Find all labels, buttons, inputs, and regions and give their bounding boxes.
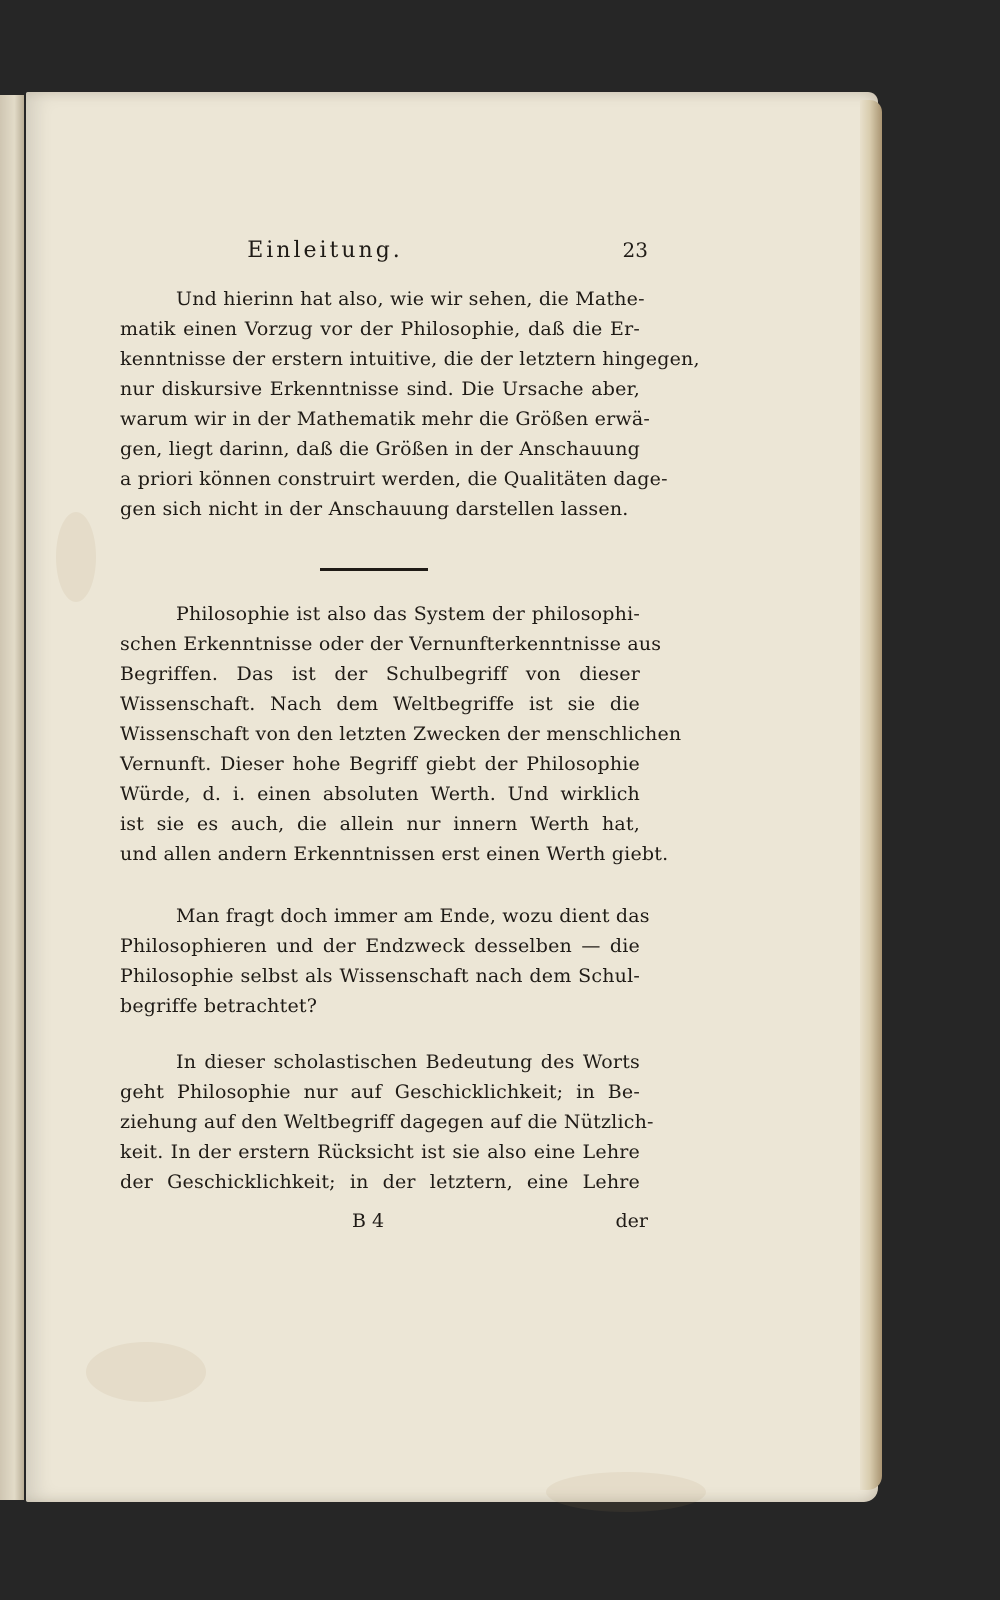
text-line: keit. In der erstern Rücksicht ist sie also eine Lehre	[120, 1141, 640, 1163]
text-line: gen sich nicht in der Anschauung darstellen lassen.	[120, 498, 629, 520]
text-line: und allen andern Erkenntnissen erst einen Werth giebt.	[120, 843, 669, 865]
signature-mark: B 4	[352, 1210, 385, 1232]
text-line: schen Erkenntnisse oder der Vernunfterkenntnisse aus	[120, 633, 662, 655]
text-line: ziehung auf den Weltbegriff dagegen auf die Nützlich-	[120, 1111, 654, 1133]
left-page-edge	[0, 95, 24, 1500]
catchword: der	[615, 1210, 648, 1232]
text-line: In dieser scholastischen Bedeutung des Worts	[176, 1051, 640, 1073]
text-line: warum wir in der Mathematik mehr die Größen erwä-	[120, 408, 651, 430]
text-line: Vernunft. Dieser hohe Begriff giebt der Philosophie	[120, 753, 640, 775]
text-line: Man fragt doch immer am Ende, wozu dient das	[176, 905, 650, 927]
text-line: nur diskursive Erkenntnisse sind. Die Ursache aber,	[120, 378, 640, 400]
running-header: Einleitung.	[247, 238, 403, 263]
text-line: Wissenschaft von den letzten Zwecken der menschlichen	[120, 723, 682, 745]
text-line: a priori können construirt werden, die Qualitäten dage-	[120, 468, 668, 490]
text-line: Philosophieren und der Endzweck desselben — die	[120, 935, 640, 957]
text-line: Begriffen. Das ist der Schulbegriff von dieser	[120, 663, 640, 685]
page-number: 23	[622, 238, 648, 262]
text-line: Und hierinn hat also, wie wir sehen, die Mathe-	[176, 288, 645, 310]
text-line: Würde, d. i. einen absoluten Werth. Und wirklich	[120, 783, 640, 805]
section-rule	[320, 568, 428, 571]
text-line: matik einen Vorzug vor der Philosophie, daß die Er-	[120, 318, 640, 340]
text-line: Philosophie selbst als Wissenschaft nach dem Schul-	[120, 965, 640, 987]
text-line: Philosophie ist also das System der philosophi-	[176, 603, 640, 625]
text-line: kenntnisse der erstern intuitive, die der letztern hingegen,	[120, 348, 700, 370]
text-line: begriffe betrachtet?	[120, 995, 318, 1017]
text-line: ist sie es auch, die allein nur innern Werth hat,	[120, 813, 640, 835]
text-line: der Geschicklichkeit; in der letztern, eine Lehre	[120, 1171, 640, 1193]
text-line: geht Philosophie nur auf Geschicklichkeit; in Be-	[120, 1081, 640, 1103]
text-line: gen, liegt darinn, daß die Größen in der Anschauung	[120, 438, 640, 460]
right-page-edge	[860, 100, 882, 1490]
text-line: Wissenschaft. Nach dem Weltbegriffe ist sie die	[120, 693, 640, 715]
